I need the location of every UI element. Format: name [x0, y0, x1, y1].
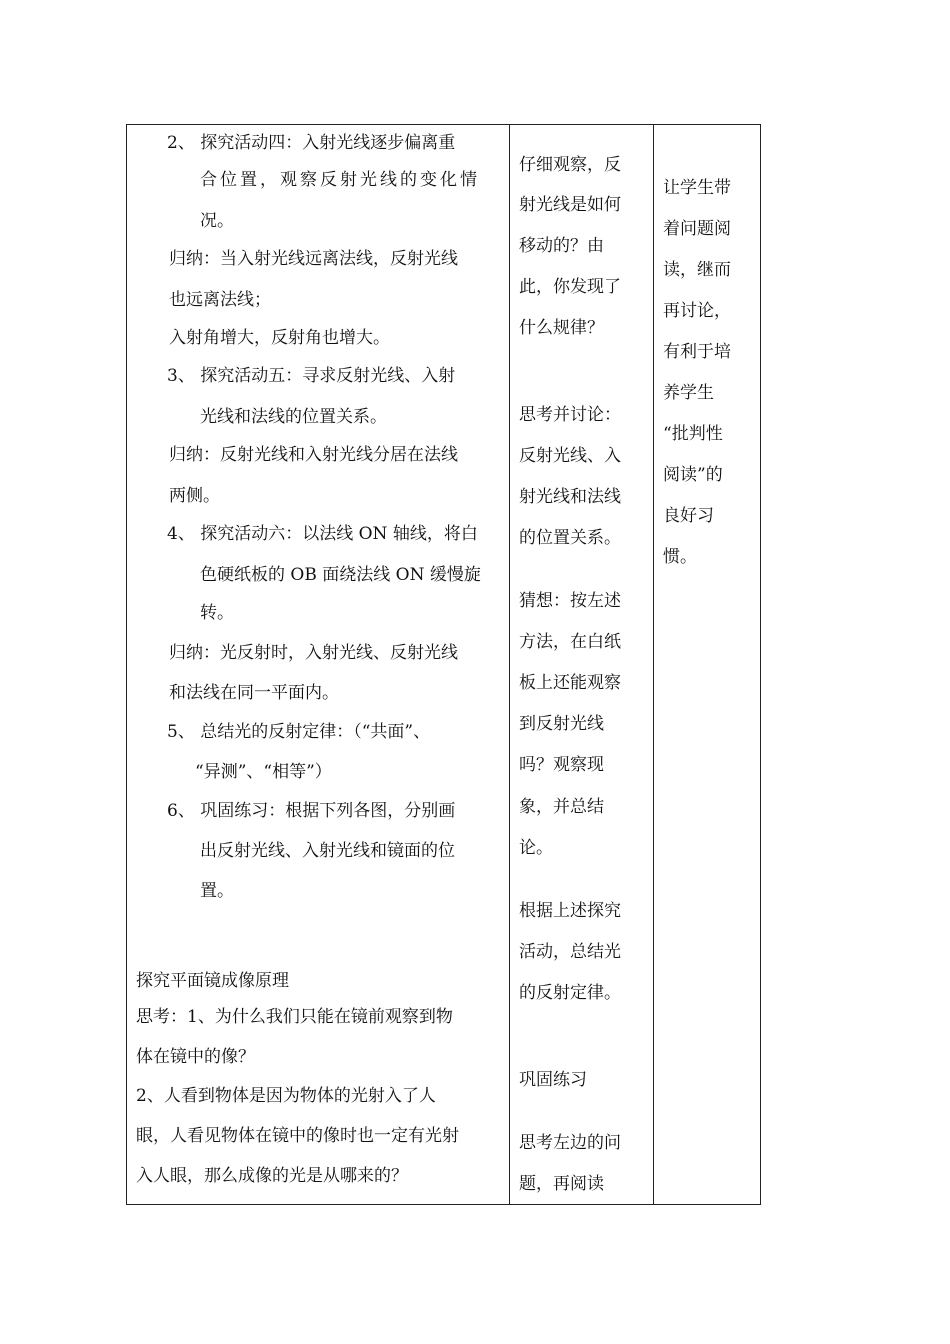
text-line: 3、 探究活动五：寻求反射光线、入射: [167, 366, 456, 386]
text-line: 吗？观察现: [519, 755, 604, 775]
text-line: 此，你发现了: [519, 277, 621, 297]
text-line: 和法线在同一平面内。: [169, 683, 339, 703]
text-line: 的位置关系。: [519, 528, 621, 548]
text-line: 惯。: [663, 547, 697, 567]
text-line: 4、 探究活动六：以法线 ON 轴线，将白: [167, 524, 478, 544]
text-line: 归纳：当入射光线远离法线，反射光线: [169, 249, 458, 269]
text-line: 根据上述探究: [519, 901, 621, 921]
text-line: 色硬纸板的 OB 面绕法线 ON 缓慢旋: [200, 565, 481, 585]
text-line: 况。: [200, 211, 234, 231]
text-line: “批判性: [663, 424, 723, 444]
text-line: 思考左边的问: [519, 1133, 621, 1153]
text-line: 转。: [200, 603, 234, 623]
text-line: 活动，总结光: [519, 942, 621, 962]
lesson-plan-table: [126, 124, 761, 1205]
text-line: 的反射定律。: [519, 983, 621, 1003]
text-line: 6、 巩固练习：根据下列各图，分别画: [167, 801, 456, 821]
text-line: 入射角增大，反射角也增大。: [169, 328, 390, 348]
text-line: 射光线和法线: [519, 487, 621, 507]
text-line: 巩固练习: [519, 1070, 587, 1090]
text-line: 象，并总结: [519, 797, 604, 817]
section-heading: 探究平面镜成像原理: [136, 971, 289, 991]
text-line: 思考：1、为什么我们只能在镜前观察到物: [136, 1007, 453, 1027]
text-line: 也远离法线；: [169, 290, 271, 310]
text-line: 归纳：光反射时，入射光线、反射光线: [169, 643, 458, 663]
text-line: 猜想：按左述: [519, 591, 621, 611]
design-intent-column: [653, 125, 760, 1204]
text-line: 阅读”的: [663, 465, 723, 485]
text-line: 让学生带: [663, 178, 731, 198]
text-line: 体在镜中的像？: [136, 1047, 255, 1067]
text-line: 题，再阅读: [519, 1174, 604, 1194]
text-line: 读，继而: [663, 260, 731, 280]
text-line: 板上还能观察: [519, 673, 621, 693]
text-line: 眼，人看见物体在镜中的像时也一定有光射: [136, 1126, 459, 1146]
student-column: [509, 125, 653, 1204]
text-line: 移动的？由: [519, 236, 604, 256]
text-line: 到反射光线: [519, 714, 604, 734]
text-line: 着问题阅: [663, 219, 731, 239]
text-line: 光线和法线的位置关系。: [200, 407, 387, 427]
text-line: 置。: [200, 881, 234, 901]
text-line: 思考并讨论：: [519, 405, 621, 425]
text-line: 射光线是如何: [519, 195, 621, 215]
text-line: 入人眼，那么成像的光是从哪来的？: [136, 1166, 408, 1186]
text-line: 合位置，观察反射光线的变化情: [200, 170, 480, 190]
text-line: 养学生: [663, 383, 714, 403]
text-line: 2、 探究活动四：入射光线逐步偏离重: [167, 133, 456, 153]
text-line: 仔细观察，反: [519, 155, 621, 175]
text-line: 2、人看到物体是因为物体的光射入了人: [136, 1086, 436, 1106]
text-line: 两侧。: [169, 486, 220, 506]
text-line: 出反射光线、入射光线和镜面的位: [200, 841, 455, 861]
text-line: “异测”、“相等”）: [195, 762, 332, 782]
text-line: 反射光线、入: [519, 446, 621, 466]
activity-column: [127, 125, 509, 1204]
text-line: 论。: [519, 838, 553, 858]
text-line: 再讨论，: [663, 301, 731, 321]
text-line: 方法，在白纸: [519, 632, 621, 652]
text-line: 有利于培: [663, 342, 731, 362]
text-line: 5、 总结光的反射定律：（“共面”、: [167, 722, 431, 742]
text-line: 良好习: [663, 506, 714, 526]
text-line: 什么规律？: [519, 318, 604, 338]
text-line: 归纳：反射光线和入射光线分居在法线: [169, 445, 458, 465]
